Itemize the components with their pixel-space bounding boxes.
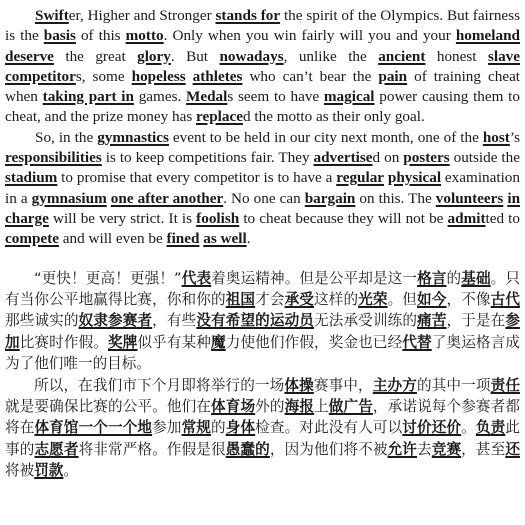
text-run: . But — [170, 47, 220, 65]
text-run: 这样的 — [314, 290, 359, 308]
text-run: 着奥运精神。但是公平却是这一 — [211, 269, 418, 287]
vocabulary-word: 基础 — [461, 269, 491, 287]
vocabulary-word: 海报 — [284, 398, 315, 415]
vocabulary-word: 痛苦 — [417, 312, 447, 330]
vocabulary-word: 奴隶参赛者 — [78, 312, 153, 330]
vocabulary-word: 格言 — [417, 269, 447, 287]
vocabulary-word: as well — [203, 230, 247, 248]
vocabulary-word: slave — [487, 47, 520, 65]
vocabulary-word: posters — [403, 149, 450, 167]
vocabulary-word: 责任 — [490, 376, 520, 394]
vocabulary-word: 愚蠢的 — [225, 440, 270, 458]
vocabulary-word: replace — [196, 108, 243, 126]
text-run: 。 — [63, 462, 79, 480]
vocabulary-word: one after another — [110, 189, 224, 207]
text-run: the spirit of the Olympics. But fairness is the — [5, 7, 520, 45]
text-run: “更快！更高！更强！” — [34, 269, 182, 287]
text-run: 。只有当你公平地赢得比赛，你和你的 — [5, 269, 520, 308]
vocabulary-word: magical — [323, 88, 375, 106]
vocabulary-word: taking part in — [42, 88, 134, 106]
text-run: to cheat because they will not be — [239, 209, 448, 227]
vocabulary-word: 负责 — [475, 419, 506, 437]
vocabulary-word: pain — [378, 67, 408, 85]
text-run: ted to — [485, 209, 520, 227]
vocabulary-word: 做广告 — [328, 398, 373, 415]
paragraph — [5, 268, 520, 375]
text-run: . Only when you win fairly will you and your — [163, 27, 456, 45]
text-run: on this. The — [355, 189, 436, 207]
paragraph — [5, 6, 520, 128]
vocabulary-word: stands for — [215, 7, 281, 24]
text-run: 就是要确保比赛的公平。他们在 — [5, 398, 212, 415]
vocabulary-word: motto — [125, 27, 164, 45]
text-run: d the motto as their only goal. — [242, 108, 425, 126]
text-run: of training cheat when — [5, 67, 521, 106]
english-passage — [5, 6, 520, 250]
vocabulary-word: 没有希望的运动员 — [196, 312, 315, 330]
text-run: 比赛时作假。 — [19, 333, 109, 351]
text-run: 似乎有某种 — [137, 333, 212, 351]
vocabulary-word: admit — [447, 209, 486, 227]
text-run: er, Higher and Stronger — [68, 7, 216, 24]
text-run: of this — [75, 27, 126, 45]
text-run: 力使他们作假，奖金也已经 — [225, 333, 403, 351]
text-run: event to be held in our city next month, one of the — [168, 128, 483, 146]
text-run: ，甚至 — [461, 440, 506, 458]
text-run: outside the — [449, 149, 520, 167]
vocabulary-word: stadium — [5, 169, 58, 187]
text-run: 检查。对此没有人可以 — [255, 419, 403, 437]
vocabulary-word: 祖国 — [225, 290, 256, 308]
text-run: who can’t bear the — [242, 67, 379, 85]
vocabulary-word: competitor — [5, 67, 76, 85]
text-run: 所以，在我们市下个月即将举行的一场 — [34, 376, 285, 394]
vocabulary-word: 身体 — [225, 419, 256, 437]
vocabulary-word: 讨价还价 — [402, 419, 462, 437]
vocabulary-word: 竞赛 — [431, 440, 462, 458]
text-run: . No one can — [223, 189, 305, 207]
text-run: ’s — [509, 128, 520, 146]
vocabulary-word: host — [482, 128, 510, 146]
vocabulary-word: responsibilities — [5, 149, 102, 167]
text-run: games. — [133, 88, 187, 106]
vocabulary-word: 一个一个地 — [78, 419, 153, 437]
vocabulary-word: 如今 — [417, 290, 447, 308]
text-run: the great — [53, 47, 138, 65]
paragraph — [5, 128, 520, 250]
vocabulary-word: Medal — [186, 88, 228, 106]
text-run: 参加 — [152, 419, 182, 437]
vocabulary-word: physical — [387, 169, 442, 187]
vocabulary-word: compete — [5, 230, 59, 248]
text-run: 的其中一项 — [416, 376, 491, 394]
text-run: power causing them to cheat, and the prize money has — [5, 88, 520, 126]
vocabulary-word: hopeless — [131, 67, 186, 85]
text-run: ，于是在 — [446, 312, 506, 330]
text-run: 将被 — [5, 462, 35, 480]
text-run: 上 — [314, 398, 329, 415]
text-run: s seem to have — [227, 88, 324, 106]
vocabulary-word: 常规 — [181, 419, 212, 437]
text-run: 了奥运格言成为了他们唯一的目标。 — [5, 333, 520, 373]
vocabulary-word: 体育场 — [211, 398, 256, 415]
vocabulary-word: 允许 — [387, 440, 418, 458]
paragraph — [5, 375, 520, 482]
text-run: examination in a — [5, 169, 520, 207]
vocabulary-word: 奖牌 — [108, 333, 138, 351]
vocabulary-word: ancient — [378, 47, 426, 65]
vocabulary-word: 还 — [505, 440, 520, 458]
text-run: is to keep competitions fair. They — [101, 149, 314, 167]
vocabulary-word: 承受 — [284, 290, 315, 308]
text-run: ，有些 — [152, 312, 197, 330]
text-run: 那些诚实的 — [5, 312, 79, 330]
vocabulary-word: bargain — [304, 189, 356, 207]
vocabulary-word: 体操 — [284, 376, 314, 394]
text-run — [186, 68, 193, 85]
vocabulary-word: 代替 — [402, 333, 432, 351]
vocabulary-word: volunteers — [435, 189, 504, 207]
vocabulary-word: foolish — [196, 209, 240, 227]
text-run: honest — [425, 47, 488, 65]
vocabulary-word: 体育馆 — [34, 419, 79, 437]
text-run: 将非常严格。作假是很 — [78, 440, 226, 458]
vocabulary-word: advertise — [313, 149, 373, 167]
text-run: 赛事中， — [313, 376, 373, 394]
text-run: 。 — [461, 419, 476, 437]
vocabulary-word: 代表 — [181, 269, 212, 287]
text-run: 的 — [446, 269, 462, 287]
vocabulary-word: nowadays — [219, 47, 284, 65]
text-run: ，因为他们将不被 — [269, 440, 388, 458]
text-run: 。但 — [387, 290, 418, 308]
vocabulary-word: gymnasium — [31, 189, 107, 207]
vocabulary-word: in charge — [5, 189, 521, 227]
text-run: , unlike the — [283, 47, 379, 65]
vocabulary-word: fined — [166, 230, 200, 248]
text-run: ，不像 — [446, 290, 491, 308]
vocabulary-word: 志愿者 — [34, 440, 79, 458]
text-run: 外的 — [255, 398, 285, 415]
text-run: ，承诺说每个参赛者都将在 — [5, 398, 520, 437]
text-run: 无法承受训练的 — [314, 312, 418, 330]
vocabulary-word: 魔 — [211, 333, 226, 351]
vocabulary-word: 参加 — [5, 312, 520, 351]
vocabulary-word: 古代 — [490, 290, 520, 308]
text-run: 的 — [211, 419, 226, 437]
text-run: 才会 — [255, 290, 285, 308]
text-run: will be very strict. It is — [48, 209, 197, 227]
vocabulary-word: basis — [43, 27, 76, 45]
vocabulary-word: Swift — [35, 7, 69, 24]
text-run: s, some — [75, 67, 132, 85]
vocabulary-word: glory — [137, 47, 171, 65]
text-run: d on — [372, 149, 404, 167]
text-run: and will even be — [58, 230, 167, 248]
vocabulary-word: deserve — [5, 47, 54, 65]
chinese-translation — [5, 268, 520, 482]
text-run: to promise that every competitor is to have a — [57, 169, 337, 187]
text-run: So, in the — [35, 128, 98, 146]
vocabulary-word: 光荣 — [358, 290, 388, 308]
vocabulary-word: gymnastics — [97, 128, 169, 146]
text-run: 去 — [417, 440, 432, 458]
vocabulary-word: 罚款 — [34, 462, 64, 480]
text-run: 此事的 — [5, 419, 520, 458]
vocabulary-word: homeland — [455, 27, 520, 45]
vocabulary-word: athletes — [192, 67, 243, 85]
vocabulary-word: regular — [336, 169, 385, 187]
text-run: . — [246, 230, 251, 248]
vocabulary-word: 主办方 — [372, 376, 417, 394]
